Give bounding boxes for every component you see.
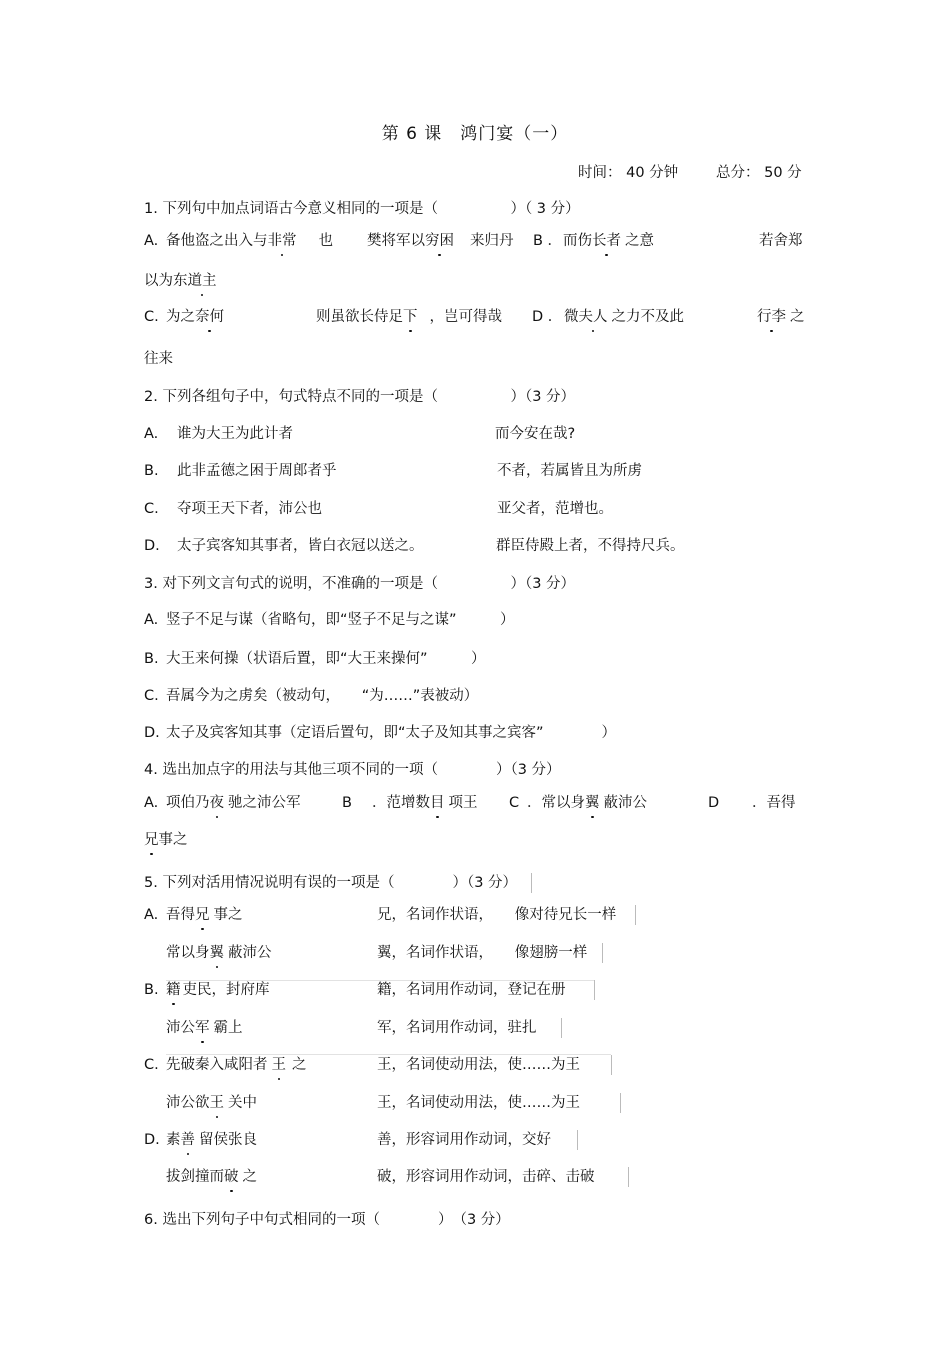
q5-row-explanation: 破，形容词用作动词，击碎、击破: [377, 1169, 595, 1185]
dotted-word: 行李: [757, 309, 786, 325]
dotted-word: 下: [403, 309, 418, 325]
dotted-word: 夜: [209, 795, 224, 811]
q1-option-d-sentence-2: 行李 之: [757, 309, 805, 325]
table-border: [620, 1093, 621, 1113]
q1-option-b-sentence-2: 若舍郑: [759, 233, 803, 249]
q3-option-c-label: C.: [144, 688, 159, 704]
q5-row-label: C.: [144, 1057, 159, 1073]
table-border: [635, 905, 636, 925]
q4-option-d-continued: 兄事之: [144, 832, 188, 848]
q3-option-d-label: D.: [144, 725, 160, 741]
q1-option-a-label: A.: [144, 233, 159, 249]
table-border: [602, 943, 603, 963]
q1-option-b-continued: 以为东道主: [144, 273, 217, 289]
dotted-word: 兄: [144, 832, 159, 848]
score-info: 总分： 50 分: [716, 165, 802, 181]
q1-option-c-sentence-1: 为之奈何: [166, 309, 224, 325]
dotted-word: 穷困: [425, 233, 454, 249]
question-2-stem: 2. 下列各组句子中，句式特点不同的一项是（ ）（3 分）: [144, 389, 576, 405]
dotted-word: 翼: [209, 945, 224, 961]
q1-option-c-label: C.: [144, 309, 159, 325]
table-border: [561, 1018, 562, 1038]
q1-option-d-continued: 往来: [144, 351, 173, 367]
q5-row-sentence: 沛公欲王 关中: [166, 1095, 257, 1111]
time-info: 时间： 40 分钟: [578, 165, 679, 181]
q4-option-c-text: ．常以身翼 蔽沛公: [527, 795, 647, 811]
q2-option-b-label: B.: [144, 463, 159, 479]
dotted-word: 翼: [585, 795, 600, 811]
q3-option-a-label: A.: [144, 612, 159, 628]
q1-option-a-sentence-2: 樊将军以穷困 来归丹: [367, 233, 514, 249]
q5-row-label: A.: [144, 907, 159, 923]
q5-row-label: D.: [144, 1132, 160, 1148]
q1-option-c-sentence-2: 则虽欲长侍足下 ，岂可得哉: [316, 309, 502, 325]
table-border: [611, 1055, 612, 1075]
q5-row-explanation: 翼，名词作状语， 像翅膀一样: [377, 945, 588, 961]
q3-option-d-text: 太子及宾客知其事（定语后置句，即“太子及知其事之宾客” ）: [166, 725, 617, 741]
dotted-word: 破: [224, 1169, 239, 1185]
question-3-stem: 3. 对下列文言句式的说明，不准确的一项是（ ）（3 分）: [144, 576, 576, 592]
dotted-word: 籍: [166, 982, 181, 998]
q1-option-a-sentence-1: 备他盗之出入与非常 也: [166, 233, 333, 249]
question-5-stem: 5. 下列对活用情况说明有误的一项是（ ）（3 分）: [144, 875, 518, 891]
dotted-word: 长者: [592, 233, 621, 249]
page-title: 第 6 课 鸿门宴（一）: [381, 124, 569, 144]
dotted-word: 目: [430, 795, 445, 811]
q5-row-explanation: 王，名词使动用法，使……为王: [377, 1095, 580, 1111]
q4-option-b-text: ．范增数目 项王: [372, 795, 478, 811]
table-border: [577, 1130, 578, 1150]
q5-row-sentence: 常以身翼 蔽沛公: [166, 945, 272, 961]
q4-option-a-text: 项伯乃夜 驰之沛公军: [166, 795, 301, 811]
dotted-word: 王: [271, 1057, 286, 1073]
q3-option-c-text: 吾属今为之虏矣（被动句， “为……”表被动）: [166, 688, 479, 704]
dotted-word: 夫人: [578, 309, 608, 325]
q2-option-c-label: C.: [144, 501, 159, 517]
dotted-word: 善: [180, 1132, 195, 1148]
q5-row-explanation: 籍，名词用作动词，登记在册: [377, 982, 566, 998]
q3-option-b-label: B.: [144, 651, 159, 667]
q1-option-b-sentence-1: 而伤长者 之意: [563, 233, 654, 249]
q1-option-d-label: D ．: [532, 309, 563, 325]
question-4-stem: 4. 选出加点字的用法与其他三项不同的一项（ ）（3 分）: [144, 762, 561, 778]
dotted-word: 军: [195, 1020, 210, 1036]
q2-option-d-label: D.: [144, 538, 160, 554]
q4-option-d-text: ．吾得: [752, 795, 796, 811]
table-border: [594, 980, 595, 1000]
q4-option-d-label: D: [708, 795, 720, 811]
q2-option-c-left: 夺项王天下者，沛公也: [177, 501, 322, 517]
table-border: [531, 873, 532, 893]
q2-option-a-left: 谁为大王为此计者: [177, 426, 293, 442]
dotted-word: 道主: [187, 273, 217, 289]
dotted-word: 王: [209, 1095, 224, 1111]
q2-option-d-right: 群臣侍殿上者，不得持尺兵。: [496, 538, 685, 554]
q2-option-b-left: 此非孟德之困于周郎者乎: [177, 463, 337, 479]
dotted-word: 奈何: [195, 309, 224, 325]
question-6-stem: 6. 选出下列句子中句式相同的一项（ ） （3 分）: [144, 1212, 510, 1228]
q4-option-c-label: C: [509, 795, 520, 811]
q1-option-d-sentence-1: 微夫人 之力不及此: [564, 309, 684, 325]
q5-row-sentence: 拔剑撞而破 之: [166, 1169, 257, 1185]
q5-row-sentence: 籍 吏民，封府库: [166, 982, 270, 998]
q3-option-a-text: 竖子不足与谋（省略句，即“竖子不足与之谋” ）: [166, 612, 515, 628]
q2-option-b-right: 不者，若属皆且为所虏: [497, 463, 642, 479]
table-border: [628, 1167, 629, 1187]
q5-row-explanation: 兄，名词作状语， 像对待兄长一样: [377, 907, 617, 923]
q5-row-explanation: 军，名词用作动词，驻扎: [377, 1020, 537, 1036]
q5-row-sentence: 素善 留侯张良: [166, 1132, 257, 1148]
q5-row-label: B.: [144, 982, 159, 998]
q5-row-sentence: 沛公军 霸上: [166, 1020, 243, 1036]
q2-option-a-label: A.: [144, 426, 159, 442]
q5-row-sentence: 先破秦入咸阳者 王 之: [166, 1057, 307, 1073]
q4-option-b-label: B: [342, 795, 352, 811]
q2-option-a-right: 而今安在哉?: [495, 426, 576, 442]
q5-row-sentence: 吾得兄 事之: [166, 907, 243, 923]
q1-option-b-label: B ．: [533, 233, 563, 249]
q3-option-b-text: 大王来何操（状语后置，即“大王来操何” ）: [166, 651, 486, 667]
q5-row-explanation: 善，形容词用作动词，交好: [377, 1132, 551, 1148]
dotted-word: 兄: [195, 907, 210, 923]
q5-row-explanation: 王，名词使动用法，使……为王: [377, 1057, 580, 1073]
q2-option-d-left: 太子宾客知其事者，皆白衣冠以送之。: [177, 538, 424, 554]
question-1-stem: 1. 下列句中加点词语古今意义相同的一项是（ ）（ 3 分）: [144, 201, 580, 217]
q2-option-c-right: 亚父者，范增也。: [497, 501, 613, 517]
q4-option-a-label: A.: [144, 795, 159, 811]
dotted-word: 非常: [267, 233, 297, 249]
